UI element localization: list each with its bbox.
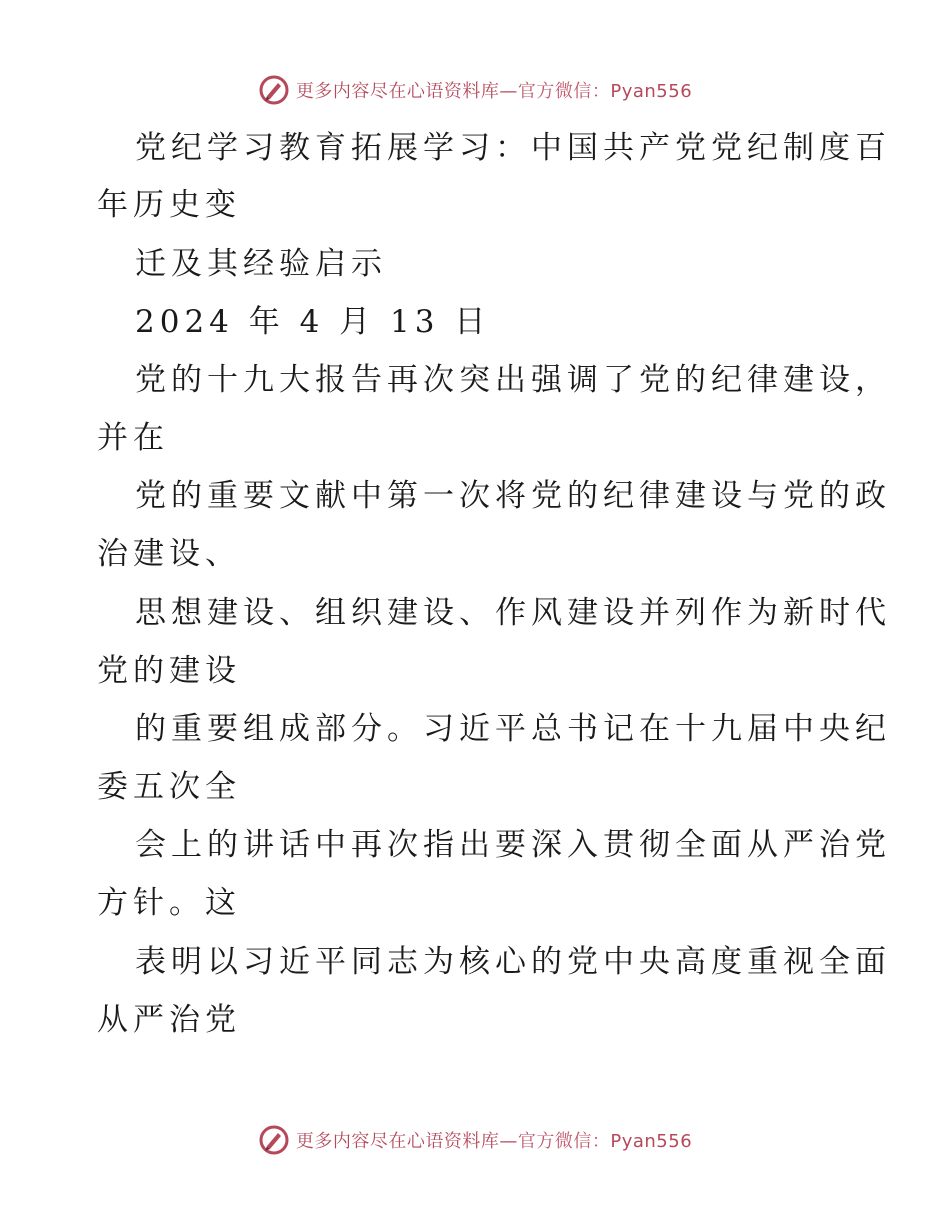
body-line: 方针。这 — [97, 885, 241, 921]
watermark-label: 官方微信： — [517, 81, 611, 102]
date-line: 2024 年 4 月 13 日 — [135, 304, 491, 340]
watermark-account: Pyan556 — [610, 1131, 693, 1152]
body-line: 表明以习近平同志为核心的党中央高度重视全面 — [135, 944, 891, 980]
watermark-prefix: 更多内容尽在心语资料库 — [295, 81, 500, 102]
body-line: 委五次全 — [97, 769, 241, 805]
title-line-3: 迁及其经验启示 — [135, 246, 387, 282]
body-line: 的重要组成部分。习近平总书记在十九届中央纪 — [135, 711, 891, 747]
watermark-separator: — — [499, 81, 518, 102]
body-line: 党的重要文献中第一次将党的纪律建设与党的政 — [135, 478, 891, 514]
footer-watermark — [0, 1120, 950, 1160]
watermark-text — [296, 1127, 692, 1153]
title-line-1: 党纪学习教育拓展学习：中国共产党党纪制度百 — [135, 130, 891, 166]
watermark-separator: — — [499, 1131, 518, 1152]
watermark-label: 官方微信： — [517, 1131, 611, 1152]
body-line: 并在 — [97, 420, 169, 456]
body-line: 治建设、 — [97, 536, 241, 572]
body-line: 党的建设 — [97, 653, 241, 689]
title-line-2: 年历史变 — [97, 187, 241, 223]
pen-logo-icon — [258, 74, 290, 106]
body-line: 党的十九大报告再次突出强调了党的纪律建设， — [135, 362, 891, 398]
body-line: 思想建设、组织建设、作风建设并列作为新时代 — [135, 595, 891, 631]
body-line: 会上的讲话中再次指出要深入贯彻全面从严治党 — [135, 827, 891, 863]
watermark-text — [296, 77, 692, 103]
watermark-account: Pyan556 — [610, 81, 693, 102]
body-line: 从严治党 — [97, 1002, 241, 1038]
header-watermark — [0, 70, 950, 110]
watermark-prefix: 更多内容尽在心语资料库 — [295, 1131, 500, 1152]
pen-logo-icon — [258, 1124, 290, 1156]
